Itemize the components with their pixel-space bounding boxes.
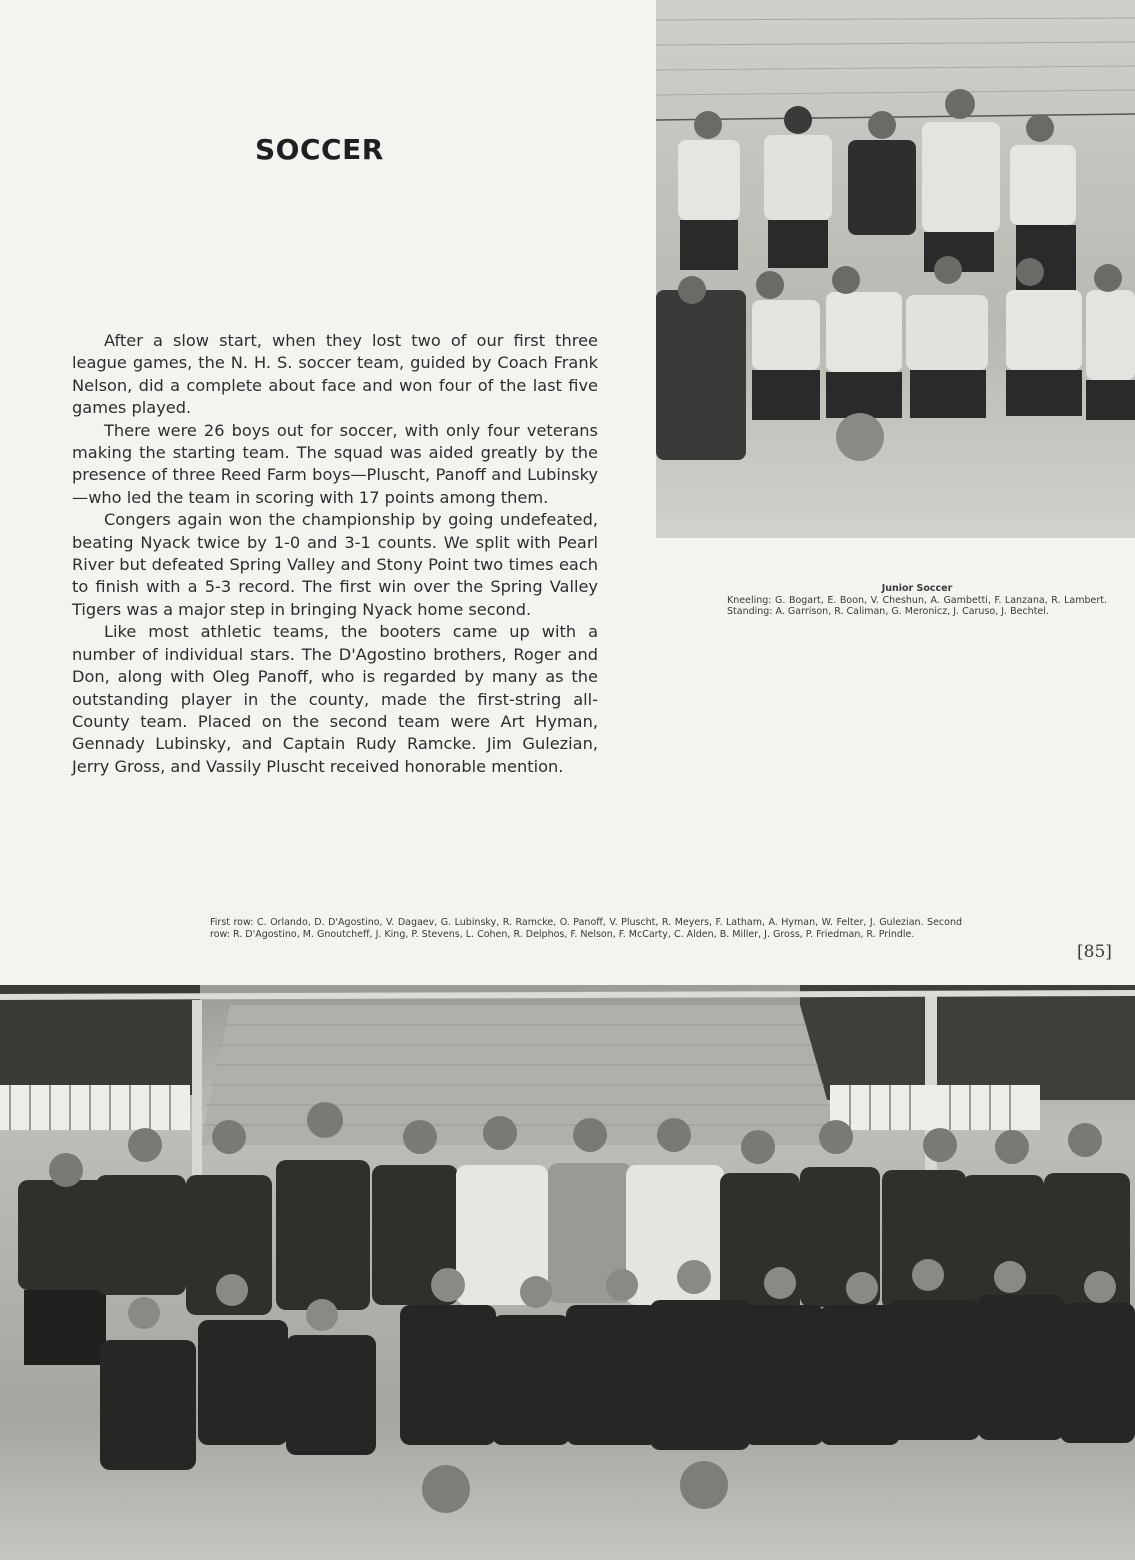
caption-text: Kneeling: G. Bogart, E. Boon, V. Cheshun, A. Gambetti, F. Lanzana, R. Lambert. Standing: A. Garrison, R. Caliman, G. Meronicz, J. Caruso, J. Bechtel. [727, 594, 1107, 617]
article-paragraph: After a slow start, when they lost two of our first three league games, the N. H. S. soccer team, guided by Coach Frank Nelson, did a complete about face and won four of the last five games played. [72, 331, 598, 418]
junior-soccer-photo [656, 0, 1135, 538]
team-caption: First row: C. Orlando, D. D'Agostino, V. Dagaev, G. Lubinsky, R. Ramcke, O. Panoff, V. Pluscht, R. Meyers, F. Latham, A. Hyman, W. Felter, J. Gulezian. Second row: R. D'Agostino, M. Gnoutcheff, J. King, P. Stevens, L. Cohen, R. Delphos, F. Nelson, F. McCarty, C. Alden, B. Miller, J. Gross, P. Friedman, R. Prindle. [210, 917, 962, 940]
article-paragraph: Congers again won the championship by going undefeated, beating Nyack twice by 1-0 and 3-1 counts. We split with Pearl River but defeated Spring Valley and Stony Point two times each to finish with a 5-3 record. The first win over the Spring Valley Tigers was a major step in bringing Nyack home second. [72, 510, 598, 619]
junior-soccer-caption [727, 583, 1107, 618]
article-paragraph: There were 26 boys out for soccer, with only four veterans making the starting team. The squad was aided greatly by the presence of three Reed Farm boys—Pluscht, Panoff and Lubinsky—who led the team in scoring with 17 points among them. [72, 420, 598, 507]
article-body [72, 330, 598, 778]
page-number: [85] [1077, 942, 1112, 962]
page-title: SOCCER [255, 133, 384, 166]
varsity-team-photo [0, 985, 1135, 1560]
caption-title: Junior Soccer [881, 583, 953, 594]
article-paragraph: Like most athletic teams, the booters came up with a number of individual stars. The D'Agostino brothers, Roger and Don, along with Oleg Panoff, who is regarded by many as the outstanding player in the county, made the first-string all-County team. Placed on the second team were Art Hyman, Gennady Lubinsky, and Captain Rudy Ramcke. Jim Gulezian, Jerry Gross, and Vassily Pluscht received honorable mention. [72, 622, 598, 776]
